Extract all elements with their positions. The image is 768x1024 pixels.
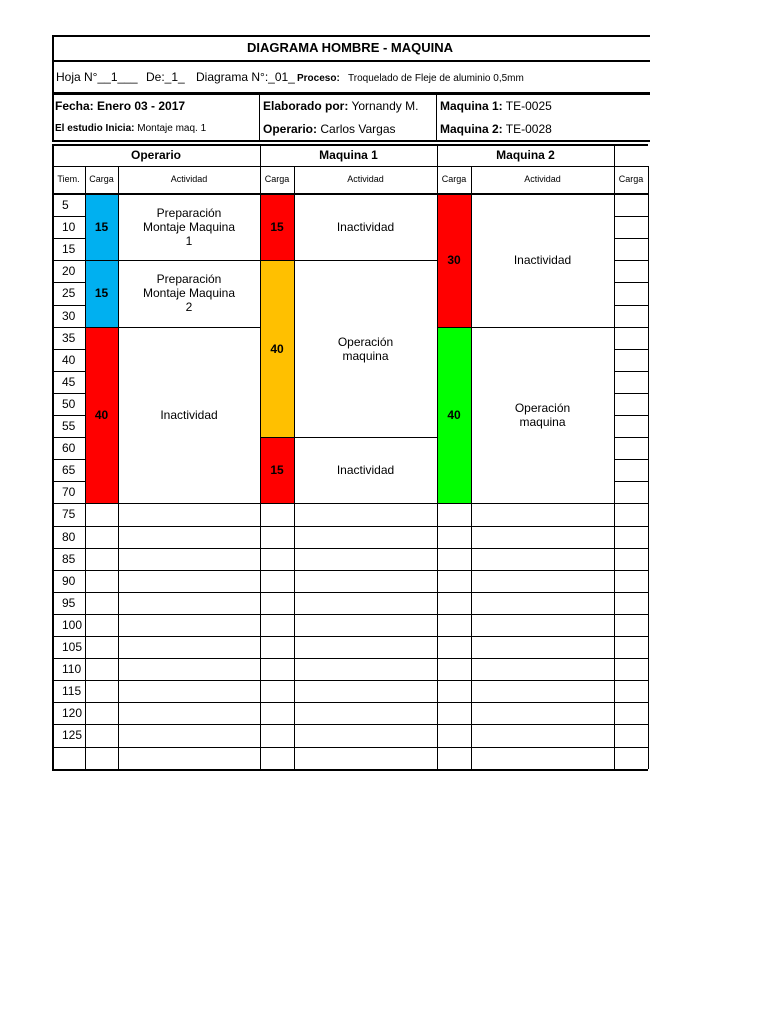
grid-line bbox=[260, 747, 437, 748]
grid-line bbox=[614, 459, 648, 460]
grid-line bbox=[614, 282, 648, 283]
group-operario: Operario bbox=[130, 148, 181, 162]
column-header: Actividad bbox=[170, 174, 208, 184]
grid-line bbox=[614, 702, 648, 703]
grid-line bbox=[614, 415, 648, 416]
maq2-value: TE-0028 bbox=[505, 122, 552, 136]
time-cell: 70 bbox=[62, 485, 76, 500]
grid-line bbox=[614, 327, 648, 328]
activity-label: Inactividad bbox=[336, 463, 395, 478]
grid-line bbox=[52, 636, 85, 637]
column-header: Carga bbox=[618, 174, 644, 184]
time-cell: 125 bbox=[62, 728, 83, 743]
grid-line bbox=[52, 769, 648, 771]
grid-line bbox=[260, 724, 437, 725]
grid-line bbox=[52, 260, 85, 261]
grid-line bbox=[614, 371, 648, 372]
grid-line bbox=[614, 592, 648, 593]
grid-line bbox=[260, 570, 437, 571]
maq1-label: Maquina 1: bbox=[440, 99, 503, 113]
grid-line bbox=[52, 570, 85, 571]
grid-line bbox=[85, 327, 260, 328]
time-cell: 75 bbox=[62, 507, 76, 522]
grid-line bbox=[260, 592, 437, 593]
grid-line bbox=[52, 724, 85, 725]
time-cell: 65 bbox=[62, 463, 76, 478]
fecha-value: Enero 03 - 2017 bbox=[97, 99, 186, 113]
time-cell: 60 bbox=[62, 441, 76, 456]
grid-line bbox=[52, 166, 649, 167]
grid-line bbox=[614, 747, 648, 748]
grid-line bbox=[85, 747, 260, 748]
column-header: Actividad bbox=[524, 174, 561, 184]
elaborado-label: Elaborado por: bbox=[263, 99, 349, 113]
grid-line bbox=[614, 636, 648, 637]
grid-line bbox=[260, 680, 437, 681]
time-cell: 115 bbox=[62, 684, 82, 699]
grid-line bbox=[614, 393, 648, 394]
grid-line bbox=[260, 260, 437, 261]
estudio-label: El estudio Inicia: bbox=[55, 123, 135, 134]
grid-line bbox=[52, 144, 648, 146]
grid-line bbox=[260, 636, 437, 637]
grid-line bbox=[614, 614, 648, 615]
grid-line bbox=[260, 437, 437, 438]
time-cell: 90 bbox=[62, 573, 76, 588]
time-cell: 110 bbox=[62, 662, 82, 677]
activity-label: Inactividad bbox=[513, 253, 572, 268]
grid-line bbox=[52, 193, 648, 195]
time-cell: 100 bbox=[62, 617, 83, 632]
grid-line bbox=[437, 724, 614, 725]
grid-line bbox=[52, 526, 85, 527]
grid-line bbox=[437, 658, 614, 659]
grid-line bbox=[437, 570, 614, 571]
grid-line bbox=[85, 636, 260, 637]
activity-cell bbox=[118, 260, 260, 326]
grid-line bbox=[437, 614, 614, 615]
column-header: Carga bbox=[89, 174, 114, 184]
grid-line bbox=[52, 327, 85, 328]
time-cell: 120 bbox=[62, 706, 83, 721]
activity-label: Preparación Montaje Maquina 2 bbox=[142, 272, 236, 315]
grid-line bbox=[52, 614, 85, 615]
grid-line bbox=[614, 481, 648, 482]
grid-line bbox=[85, 503, 260, 504]
grid-line bbox=[260, 614, 437, 615]
load-cell bbox=[85, 194, 118, 260]
time-cell: 15 bbox=[62, 242, 76, 257]
activity-cell bbox=[294, 194, 437, 260]
grid-line bbox=[260, 548, 437, 549]
grid-line bbox=[437, 747, 614, 748]
grid-line bbox=[437, 526, 614, 527]
grid-line bbox=[52, 548, 85, 549]
elaborado-value: Yornandy M. bbox=[351, 99, 419, 113]
grid-line bbox=[260, 702, 437, 703]
grid-line bbox=[52, 680, 85, 681]
grid-line bbox=[52, 747, 85, 748]
time-cell: 80 bbox=[62, 529, 76, 544]
time-cell: 30 bbox=[62, 308, 76, 323]
grid-line bbox=[437, 548, 614, 549]
load-value: 40 bbox=[447, 407, 461, 422]
activity-label: Preparación Montaje Maquina 1 bbox=[142, 206, 236, 249]
grid-line bbox=[85, 658, 260, 659]
grid-line bbox=[118, 166, 119, 769]
load-value: 15 bbox=[270, 463, 284, 478]
column-header: Carga bbox=[441, 174, 467, 184]
grid-line bbox=[52, 437, 85, 438]
load-cell bbox=[260, 194, 294, 260]
grid-line bbox=[614, 526, 648, 527]
load-value: 30 bbox=[447, 253, 461, 268]
activity-label: Operación maquina bbox=[337, 334, 394, 363]
load-cell bbox=[437, 194, 471, 327]
grid-line bbox=[437, 702, 614, 703]
load-value: 15 bbox=[94, 220, 109, 235]
time-cell: 105 bbox=[62, 640, 83, 654]
grid-line bbox=[614, 305, 648, 306]
page-title: DIAGRAMA HOMBRE - MAQUINA bbox=[246, 40, 454, 55]
load-cell bbox=[260, 437, 294, 503]
grid-line bbox=[614, 503, 648, 504]
grid-line bbox=[437, 592, 614, 593]
grid-line bbox=[614, 437, 648, 438]
fecha-label: Fecha: bbox=[55, 99, 94, 113]
column-header: Actividad bbox=[347, 174, 384, 184]
grid-line bbox=[85, 166, 86, 769]
hoja-label: Hoja N°__1___ bbox=[56, 70, 138, 84]
grid-line bbox=[52, 282, 85, 283]
grid-line bbox=[85, 680, 260, 681]
grid-line bbox=[85, 548, 260, 549]
grid-line bbox=[260, 526, 437, 527]
grid-line bbox=[52, 658, 85, 659]
load-cell bbox=[85, 327, 118, 504]
grid-line bbox=[648, 166, 649, 769]
grid-line bbox=[52, 305, 85, 306]
grid-line bbox=[85, 260, 260, 261]
grid-line bbox=[614, 216, 648, 217]
grid-line bbox=[52, 503, 85, 504]
grid-line bbox=[614, 680, 648, 681]
load-value: 15 bbox=[270, 220, 284, 235]
activity-cell bbox=[471, 194, 614, 327]
time-cell: 25 bbox=[62, 286, 76, 301]
grid-line bbox=[85, 614, 260, 615]
load-cell bbox=[437, 327, 471, 504]
operario-label: Operario: bbox=[263, 122, 318, 136]
diagrama-label: Diagrama N°:_01_ bbox=[196, 70, 295, 84]
time-cell: 5 bbox=[62, 198, 69, 212]
grid-line bbox=[614, 238, 648, 239]
activity-cell bbox=[294, 260, 437, 437]
time-cell: 50 bbox=[62, 396, 76, 411]
activity-label: Operación maquina bbox=[514, 400, 571, 429]
grid-line bbox=[437, 327, 614, 328]
load-cell bbox=[260, 260, 294, 437]
time-cell: 35 bbox=[62, 330, 76, 345]
grid-line bbox=[52, 216, 85, 217]
activity-cell bbox=[118, 194, 260, 260]
maq1-value: TE-0025 bbox=[505, 99, 552, 113]
maq2-label: Maquina 2: bbox=[440, 122, 503, 136]
estudio-value: Montaje maq. 1 bbox=[137, 123, 207, 134]
grid-line bbox=[52, 349, 85, 350]
time-cell: 10 bbox=[62, 220, 76, 235]
grid-line bbox=[260, 144, 261, 769]
load-value: 40 bbox=[94, 407, 109, 422]
group-maquina1: Maquina 1 bbox=[319, 148, 378, 162]
time-cell: 55 bbox=[62, 419, 76, 433]
activity-cell bbox=[471, 327, 614, 504]
operario-value: Carlos Vargas bbox=[320, 122, 396, 136]
grid-line bbox=[437, 636, 614, 637]
grid-line bbox=[85, 570, 260, 571]
grid-line bbox=[260, 503, 437, 504]
time-cell: 95 bbox=[62, 595, 76, 610]
grid-line bbox=[52, 592, 85, 593]
grid-line bbox=[52, 415, 85, 416]
grid-line bbox=[614, 144, 615, 769]
grid-line bbox=[614, 570, 648, 571]
grid-line bbox=[614, 724, 648, 725]
load-value: 15 bbox=[94, 286, 109, 301]
grid-line bbox=[294, 166, 295, 769]
grid-line bbox=[52, 144, 54, 771]
grid-line bbox=[52, 459, 85, 460]
grid-line bbox=[614, 548, 648, 549]
time-cell: 85 bbox=[62, 551, 76, 566]
grid-line bbox=[52, 481, 85, 482]
load-cell bbox=[85, 260, 118, 326]
column-header: Tiem. bbox=[57, 174, 80, 184]
group-maquina2: Maquina 2 bbox=[496, 148, 555, 162]
proceso-label: Proceso: bbox=[297, 73, 340, 84]
grid-line bbox=[85, 724, 260, 725]
load-value: 40 bbox=[270, 341, 284, 356]
grid-line bbox=[437, 680, 614, 681]
grid-line bbox=[52, 702, 85, 703]
grid-line bbox=[260, 658, 437, 659]
activity-label: Inactividad bbox=[160, 407, 218, 422]
grid-line bbox=[471, 166, 472, 769]
time-cell: 20 bbox=[62, 264, 76, 279]
de-label: De:_1_ bbox=[146, 70, 185, 84]
activity-cell bbox=[118, 327, 260, 504]
grid-line bbox=[437, 503, 614, 504]
time-cell: 45 bbox=[62, 374, 76, 389]
grid-line bbox=[614, 260, 648, 261]
activity-cell bbox=[294, 437, 437, 503]
proceso-value: Troquelado de Fleje de aluminio 0,5mm bbox=[348, 73, 524, 84]
grid-line bbox=[614, 658, 648, 659]
grid-line bbox=[52, 371, 85, 372]
grid-line bbox=[52, 393, 85, 394]
activity-label: Inactividad bbox=[336, 220, 395, 235]
time-cell: 40 bbox=[62, 352, 76, 367]
column-header: Carga bbox=[264, 174, 290, 184]
grid-line bbox=[52, 238, 85, 239]
grid-line bbox=[85, 592, 260, 593]
grid-line bbox=[437, 144, 438, 769]
grid-line bbox=[85, 526, 260, 527]
grid-line bbox=[614, 349, 648, 350]
grid-line bbox=[85, 702, 260, 703]
